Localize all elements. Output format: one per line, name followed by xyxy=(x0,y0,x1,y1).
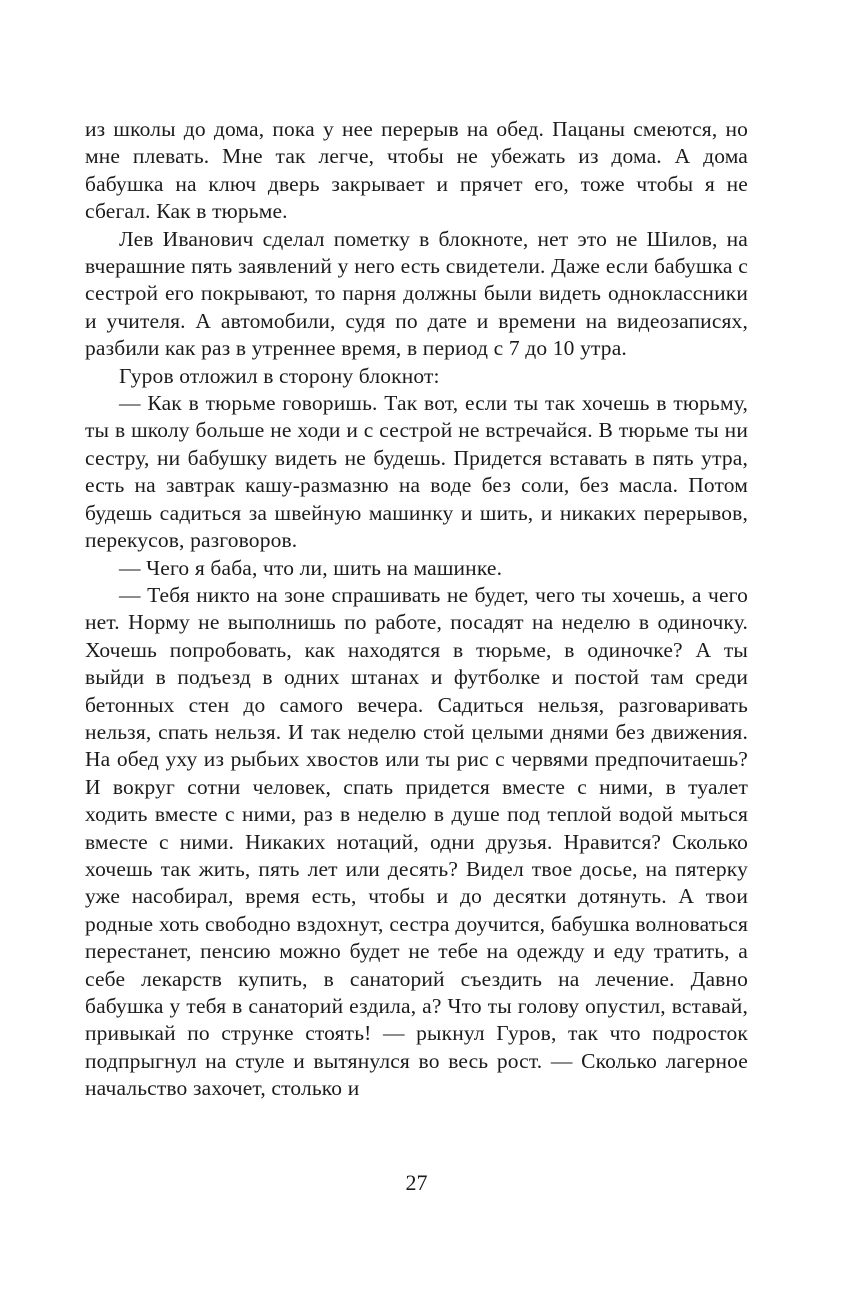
paragraph: — Чего я баба, что ли, шить на машинке. xyxy=(119,555,503,580)
paragraph: — Как в тюрьме говоришь. Так вот, если ты так хочешь в тюрьму, ты в школу больше не ходи и с сестрой не встречайся. В тюрьме ты ни сестру, ни бабушку видеть не будешь. Придется вставать в пять утра, есть на завтрак кашу-размазню на воде без соли, без масла. Потом будешь садиться за швейную машинку и шить, и никаких перерывов, перекусов, разговоров. xyxy=(85,391,748,553)
paragraph: Гуров отложил в сторону блокнот: xyxy=(119,363,440,388)
paragraph: — Тебя никто на зоне спрашивать не будет, чего ты хочешь, а чего нет. Норму не выполнишь по работе, посадят на неделю в одиночку. Хочешь попробовать, как находятся в тюрьме, в одиночке? А ты выйди в подъезд в одних штанах и футболке и постой там среди бетонных стен до самого вечера. Садиться нельзя, разговаривать нельзя, спать нельзя. И так неделю стой целыми днями без движения. На обед уху из рыбьих хвостов или ты рис с червями предпочитаешь? И вокруг сотни человек, спать придется вместе с ними, в туалет ходить вместе с ними, раз в неделю в душе под теплой водой мыться вместе с ними. Никаких нотаций, одни друзья. Нравится? Сколько хочешь так жить, пять лет или десять? Видел твое досье, на пятерку уже насобирал, время есть, чтобы и до десятки дотянуть. А твои родные хоть свободно вздохнут, сестра доучится, бабушка волноваться перестанет, пенсию можно будет не тебе на одежду и еду тратить, а себе лекарств купить, в санаторий съездить на лечение. Давно бабушка у тебя в санаторий ездила, а? Что ты голову опустил, вставай, привыкай по струнке стоять! — рыкнул Гуров, так что подросток подпрыгнул на стуле и вытянулся во весь рост. — Сколько лагерное начальство захочет, столько и xyxy=(85,582,748,1101)
page-number: 27 xyxy=(405,1170,428,1195)
page-text-block xyxy=(85,116,748,1103)
paragraph: из школы до дома, пока у нее перерыв на обед. Пацаны смеются, но мне плевать. Мне так легче, чтобы не убежать из дома. А дома бабушка на ключ дверь закрывает и прячет его, тоже чтобы я не сбегал. Как в тюрьме. xyxy=(85,117,748,224)
paragraph: Лев Иванович сделал пометку в блокноте, нет это не Шилов, на вчерашние пять заявлений у него есть свидетели. Даже если бабушка с сестрой его покрывают, то парня должны были видеть одноклассники и учителя. А автомобили, судя по дате и времени на видеозаписях, разбили как раз в утреннее время, в период с 7 до 10 утра. xyxy=(85,226,748,361)
